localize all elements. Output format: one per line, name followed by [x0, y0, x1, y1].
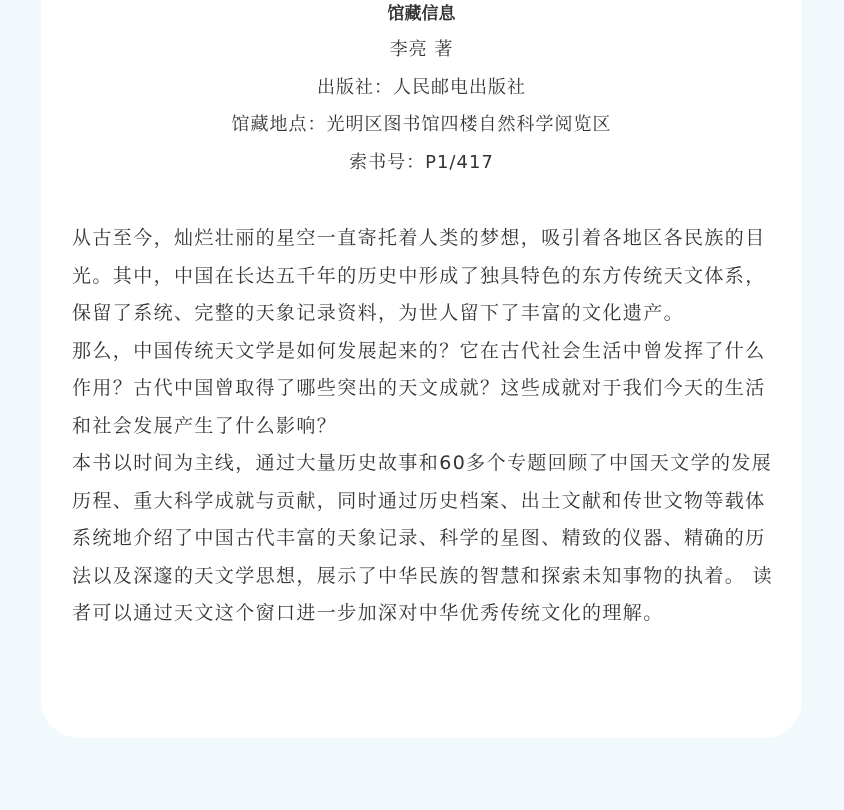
call-number-line: 索书号：P1/417	[349, 152, 494, 173]
collection-info-heading: 馆藏信息	[387, 4, 456, 24]
book-description	[72, 220, 774, 633]
description-paragraph: 那么，中国传统天文学是如何发展起来的？它在古代社会生活中曾发挥了什么作用？古代中国曾取得了哪些突出的天文成就？这些成就对于我们今天的生活和社会发展产生了什么影响？	[72, 339, 766, 437]
publisher-line: 出版社：人民邮电出版社	[317, 77, 526, 98]
location-line: 馆藏地点：光明区图书馆四楼自然科学阅览区	[231, 114, 612, 135]
author-line: 李亮 著	[389, 39, 454, 60]
description-paragraph: 从古至今，灿烂壮丽的星空一直寄托着人类的梦想，吸引着各地区各民族的目光。其中，中国在长达五千年的历史中形成了独具特色的东方传统天文体系，保留了系统、完整的天象记录资料，为世人留下了丰富的文化遗产。	[72, 227, 766, 324]
description-paragraph: 本书以时间为主线，通过大量历史故事和60多个专题回顾了中国天文学的发展历程、重大科学成就与贡献，同时通过历史档案、出土文献和传世文物等载体系统地介绍了中国古代丰富的天象记录、科学的星图、精致的仪器、精确的历法以及深邃的天文学思想，展示了中华民族的智慧和探索未知事物的执着。 读者可以通过天文这个窗口进一步加深对中华优秀传统文化的理解。	[72, 452, 774, 624]
